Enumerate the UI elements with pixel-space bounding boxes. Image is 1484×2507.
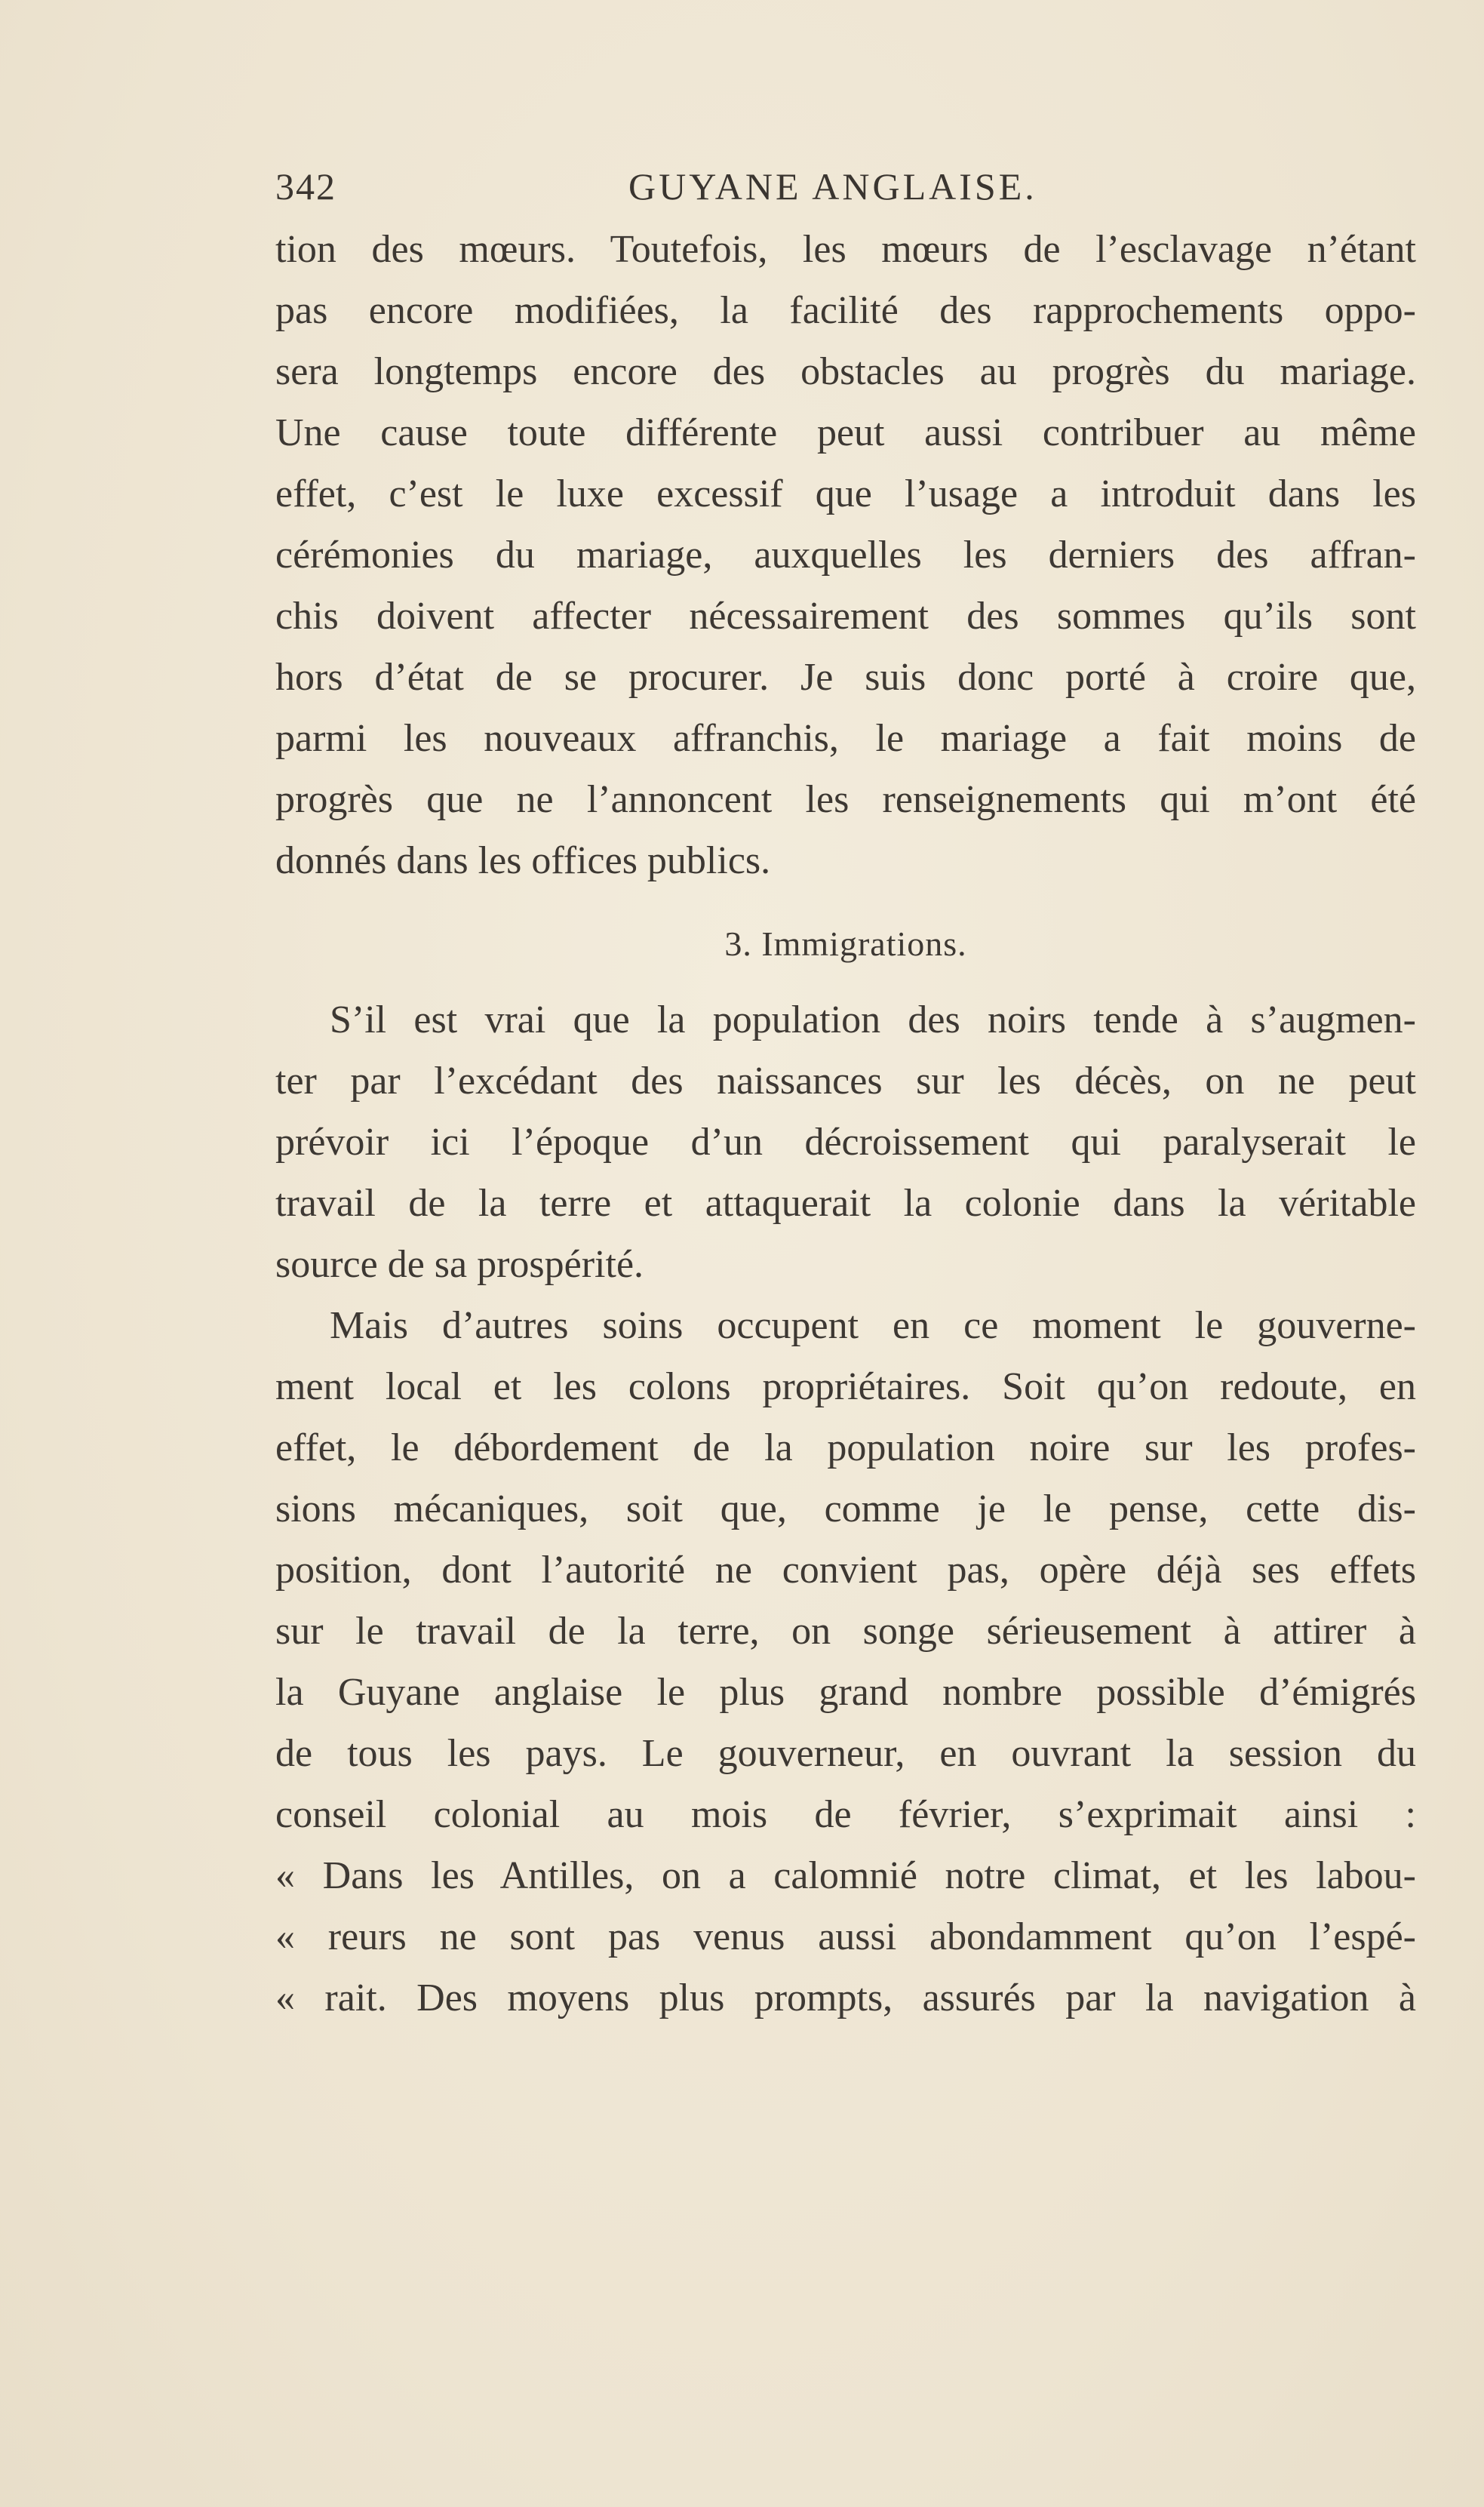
running-title: GUYANE ANGLAISE. bbox=[628, 165, 1037, 208]
text-line: ter par l’excédant des naissances sur les décès, on ne peut bbox=[275, 1060, 1416, 1103]
text-line: progrès que ne l’annoncent les renseignements qui m’ont été bbox=[275, 778, 1416, 821]
text-line: « reurs ne sont pas venus aussi abondamment qu’on l’espé- bbox=[275, 1915, 1416, 1958]
text-line: donnés dans les offices publics. bbox=[275, 839, 771, 882]
text-line: sur le travail de la terre, on songe sérieusement à attirer à bbox=[275, 1610, 1416, 1653]
page-header bbox=[275, 165, 1416, 217]
text-line: sions mécaniques, soit que, comme je le pense, cette dis- bbox=[275, 1487, 1416, 1530]
page-body bbox=[275, 219, 1416, 2029]
text-line: cérémonies du mariage, auxquelles les derniers des affran- bbox=[275, 534, 1416, 577]
text-line: Mais d’autres soins occupent en ce moment le gouverne- bbox=[330, 1304, 1416, 1347]
paragraph-2 bbox=[275, 989, 1416, 1295]
text-line: effet, le débordement de la population noire sur les profes- bbox=[275, 1426, 1416, 1469]
text-line: hors d’état de se procurer. Je suis donc porté à croire que, bbox=[275, 656, 1416, 699]
paragraph-3 bbox=[275, 1295, 1416, 2029]
text-line: chis doivent affecter nécessairement des sommes qu’ils sont bbox=[275, 595, 1416, 638]
text-line: ment local et les colons propriétaires. Soit qu’on redoute, en bbox=[275, 1365, 1416, 1408]
text-line: source de sa prospérité. bbox=[275, 1243, 644, 1286]
text-line: S’il est vrai que la population des noirs tende à s’augmen- bbox=[330, 998, 1416, 1041]
text-line: la Guyane anglaise le plus grand nombre possible d’émigrés bbox=[275, 1671, 1416, 1714]
text-line: « Dans les Antilles, on a calomnié notre climat, et les labou- bbox=[275, 1854, 1416, 1897]
text-line: prévoir ici l’époque d’un décroissement qui paralyserait le bbox=[275, 1121, 1416, 1164]
text-line: sera longtemps encore des obstacles au progrès du mariage. bbox=[275, 350, 1416, 393]
text-line: position, dont l’autorité ne convient pas, opère déjà ses effets bbox=[275, 1549, 1416, 1592]
text-line: pas encore modifiées, la facilité des rapprochements oppo- bbox=[275, 289, 1416, 332]
paragraph-1 bbox=[275, 219, 1416, 891]
text-line: tion des mœurs. Toutefois, les mœurs de l’esclavage n’étant bbox=[275, 228, 1416, 271]
text-line: parmi les nouveaux affranchis, le mariage a fait moins de bbox=[275, 717, 1416, 760]
text-line: Une cause toute différente peut aussi contribuer au même bbox=[275, 411, 1416, 454]
text-line: de tous les pays. Le gouverneur, en ouvrant la session du bbox=[275, 1732, 1416, 1775]
text-line: travail de la terre et attaquerait la colonie dans la véritable bbox=[275, 1182, 1416, 1225]
text-line: « rait. Des moyens plus prompts, assurés par la navigation à bbox=[275, 1976, 1416, 2019]
section-heading: 3. Immigrations. bbox=[724, 924, 967, 963]
text-line: conseil colonial au mois de février, s’exprimait ainsi : bbox=[275, 1793, 1416, 1836]
page-number: 342 bbox=[275, 165, 336, 208]
text-line: effet, c’est le luxe excessif que l’usage a introduit dans les bbox=[275, 472, 1416, 515]
